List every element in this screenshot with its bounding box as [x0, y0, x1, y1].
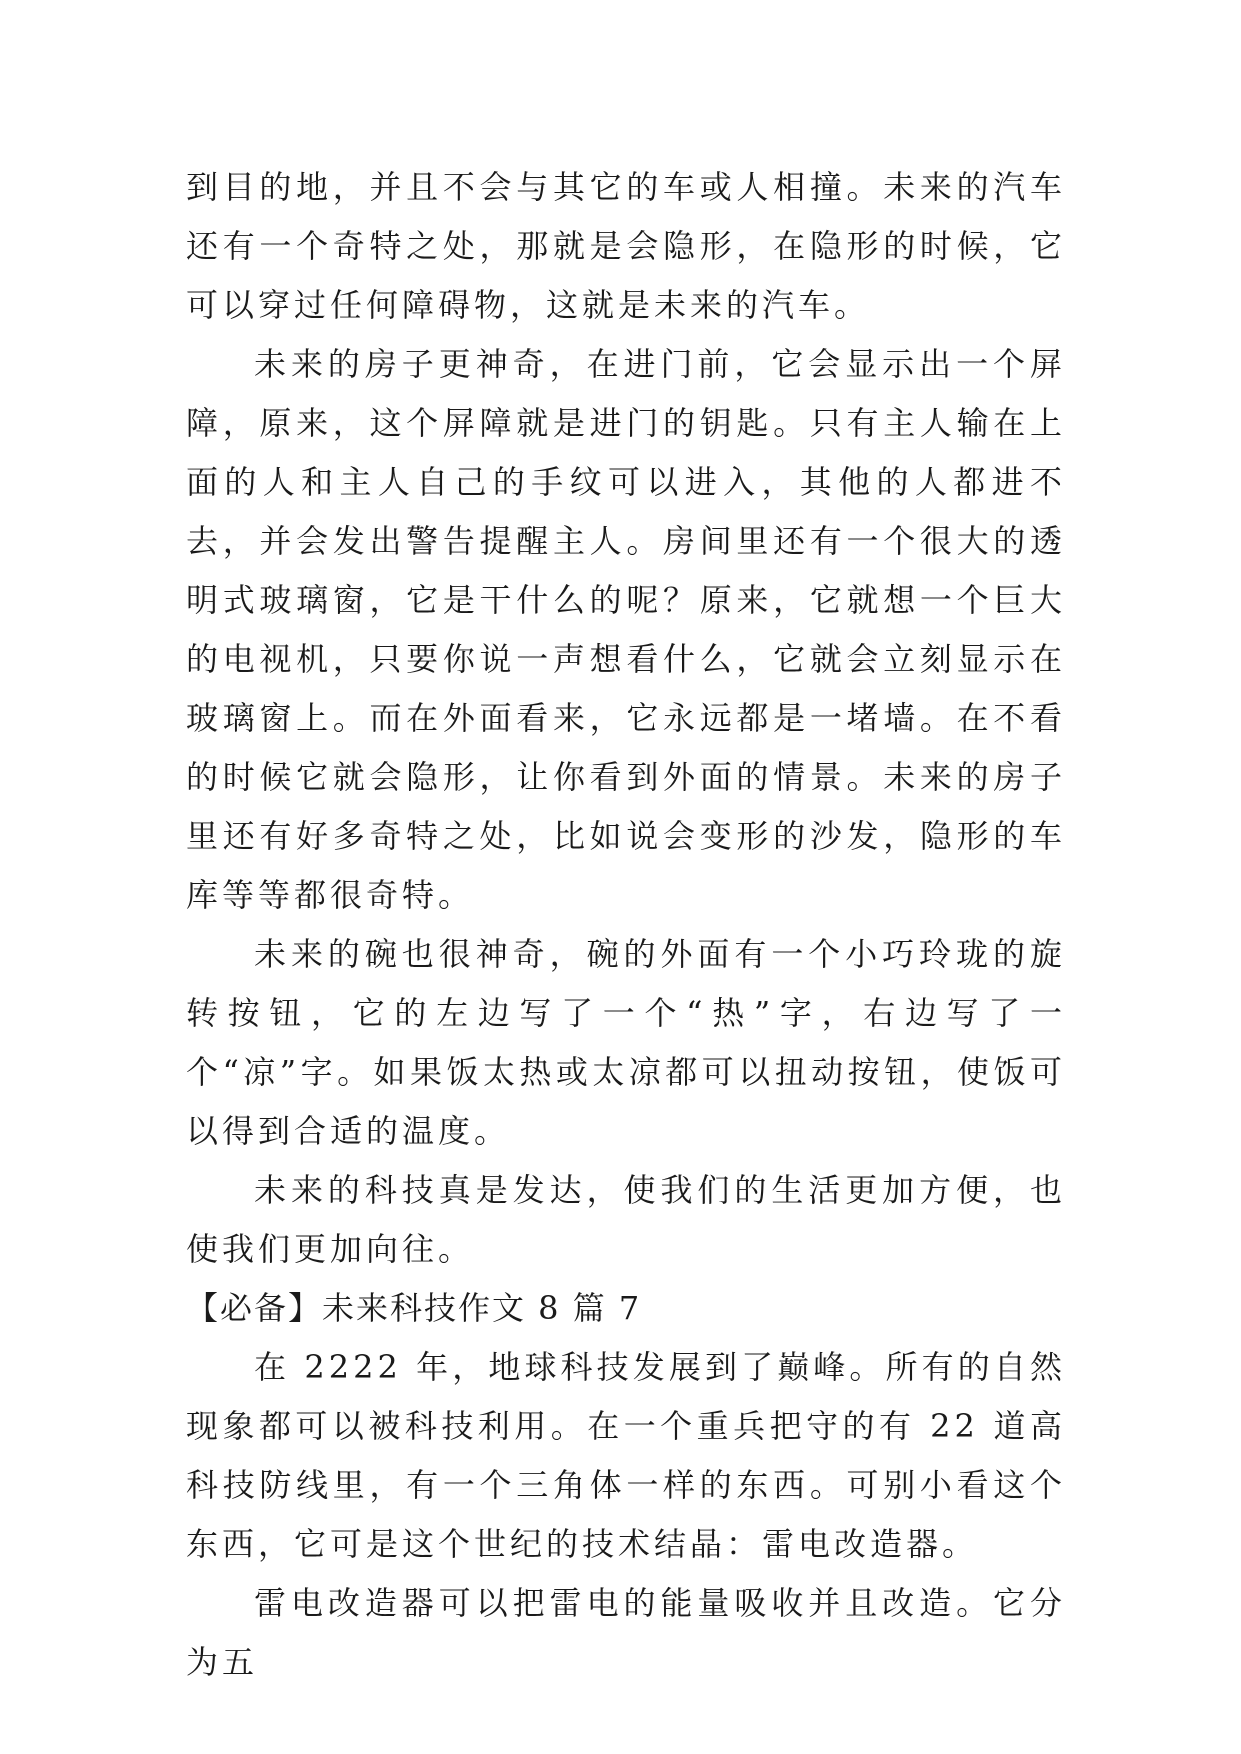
- document-body: [186, 158, 1066, 1692]
- paragraph-future-bowl: 未来的碗也很神奇，碗的外面有一个小巧玲珑的旋转按钮，它的左边写了一个“热”字，右边写了一个“凉”字。如果饭太热或太凉都可以扭动按钮，使饭可以得到合适的温度。: [186, 935, 1066, 1150]
- section-heading: 【必备】未来科技作文 8 篇 7: [186, 1289, 642, 1327]
- paragraph-lightning-device: 雷电改造器可以把雷电的能量吸收并且改造。它分为五: [186, 1584, 1066, 1681]
- paragraph-future-house: 未来的房子更神奇，在进门前，它会显示出一个屏障，原来，这个屏障就是进门的钥匙。只有主人输在上面的人和主人自己的手纹可以进入，其他的人都进不去，并会发出警告提醒主人。房间里还有一个很大的透明式玻璃窗，它是干什么的呢？原来，它就想一个巨大的电视机，只要你说一声想看什么，它就会立刻显示在玻璃窗上。而在外面看来，它永远都是一堵墙。在不看的时候它就会隐形，让你看到外面的情景。未来的房子里还有好多奇特之处，比如说会变形的沙发，隐形的车库等等都很奇特。: [186, 345, 1066, 914]
- paragraph-year-2222: 在 2222 年，地球科技发展到了巅峰。所有的自然现象都可以被科技利用。在一个重兵把守的有 22 道高科技防线里，有一个三角体一样的东西。可别小看这个东西，它可是这个世纪的技术结晶：雷电改造器。: [186, 1348, 1066, 1563]
- paragraph-car-ending: 到目的地，并且不会与其它的车或人相撞。未来的汽车还有一个奇特之处，那就是会隐形，在隐形的时候，它可以穿过任何障碍物，这就是未来的汽车。: [186, 168, 1066, 324]
- paragraph-conclusion: 未来的科技真是发达，使我们的生活更加方便，也使我们更加向往。: [186, 1171, 1066, 1268]
